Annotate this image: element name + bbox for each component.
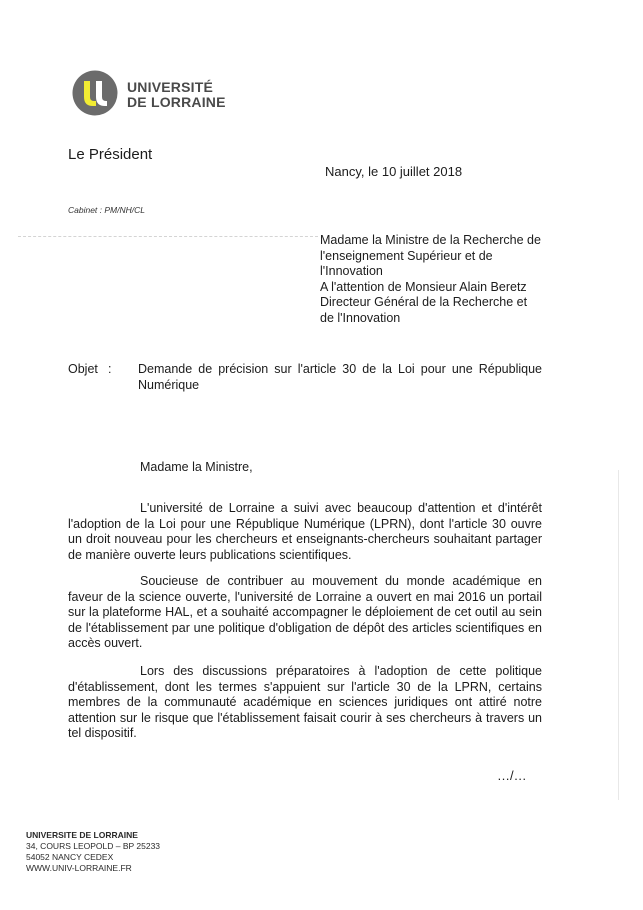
footer-address [26, 830, 160, 874]
recipient-line: l'enseignement Supérieur et de [320, 248, 493, 263]
body-paragraph: Soucieuse de contribuer au mouvement du monde académique en faveur de la science ouverte, l'université de Lorraine a ouvert en mai 2016 un portail sur la plateforme HAL, et a souhaité accompagner le déploiement de cet outil au sein de l'établissement par une politique d'obligation de dépôt des articles scientifiques en accès ouvert. [68, 574, 542, 651]
recipient-line: A l'attention de Monsieur Alain Beretz [320, 279, 527, 294]
footer-address-line1: 34, COURS LEOPOLD – BP 25233 [26, 841, 161, 851]
subject-separator: : [108, 362, 112, 376]
cabinet-reference: Cabinet : PM/NH/CL [68, 205, 145, 215]
body-paragraph: Lors des discussions préparatoires à l'adoption de cette politique d'établissement, dont les termes s'appuient sur l'article 30 de la LPRN, certains membres de la communauté académique en sciences juridiques ont attiré notre attention sur le risque que l'établissement faisait courir à ses chercheurs à travers un tel dispositif. [68, 664, 542, 741]
subject-text: Demande de précision sur l'article 30 de la Loi pour une République Numérique [138, 362, 542, 392]
footer-address-line2: 54052 NANCY CEDEX [26, 852, 114, 862]
recipient-line: Madame la Ministre de la Recherche de [320, 233, 541, 247]
letter-date: Nancy, le 10 juillet 2018 [325, 164, 463, 179]
body-paragraph: L'université de Lorraine a suivi avec beaucoup d'attention et d'intérêt l'adoption de la Loi pour une République Numérique (LPRN), dont l'article 30 ouvre un droit nouveau pour les chercheurs et enseignants-chercheurs souhaitant partager de manière ouverte leurs publications scientifiques. [68, 501, 542, 562]
subject-block [68, 362, 542, 393]
footer-university-name: UNIVERSITE DE LORRAINE [26, 830, 138, 840]
university-logo-text [127, 80, 226, 110]
logo-text-line2: DE LORRAINE [127, 94, 226, 110]
sender-title: Le Président [68, 146, 153, 163]
scan-artifact-line [18, 236, 318, 237]
continued-marker: …/… [497, 768, 527, 783]
salutation: Madame la Ministre, [140, 460, 253, 474]
recipient-line: Directeur Général de la Recherche et [320, 295, 528, 310]
subject-label: Objet [68, 362, 98, 376]
logo-text-line1: UNIVERSITÉ [127, 79, 214, 95]
recipient-line: l'Innovation [320, 264, 383, 279]
recipient-line: de l'Innovation [320, 310, 401, 325]
university-logo-mark [72, 70, 118, 116]
scan-artifact-vertical-line [618, 470, 619, 800]
recipient-block [320, 233, 560, 327]
footer-website: WWW.UNIV-LORRAINE.FR [26, 863, 132, 873]
